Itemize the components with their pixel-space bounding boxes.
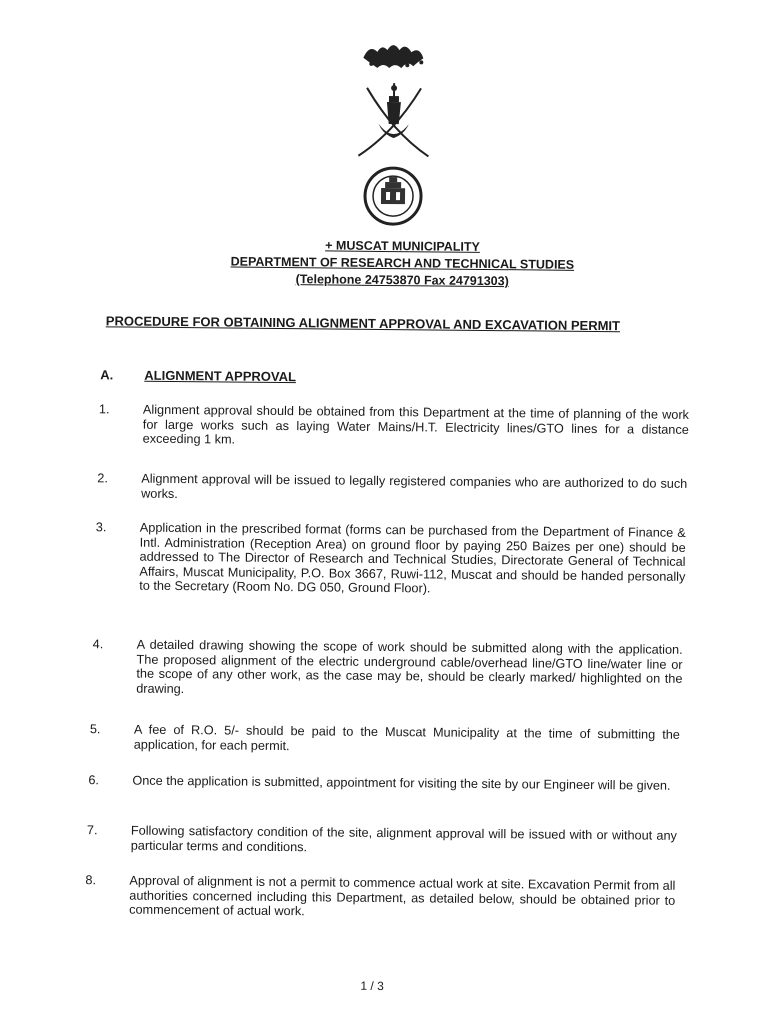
item-number: 6. xyxy=(88,773,100,788)
list-item xyxy=(92,637,683,702)
item-text: Once the application is submitted, appointment for visiting the site by our Engineer will be given. xyxy=(132,773,671,793)
muscat-municipality-emblem xyxy=(348,38,440,234)
item-text: Alignment approval should be obtained from this Department at the time of planning of the work for large works such as laying Water Mains/H.T. Electricity lines/GTO lines for a distance exceeding 1 km. xyxy=(142,402,690,447)
document-title: PROCEDURE FOR OBTAINING ALIGNMENT APPROVAL AND EXCAVATION PERMIT xyxy=(105,313,621,334)
list-item xyxy=(95,520,686,599)
item-number: 2. xyxy=(97,471,108,486)
item-text: Approval of alignment is not a permit to commence actual work at site. Excavation Permit from all authorities concerned including this Department, as detailed below, should be obtained prior to commencement of actual work. xyxy=(129,873,676,919)
item-text: A detailed drawing showing the scope of work should be submitted along with the application. The proposed alignment of the electric underground cable/overhead line/GTO line/water line or the scope of any other work, as the case may be, should be clearly marked/ highlighted on the drawing. xyxy=(136,637,683,696)
item-text: Alignment approval will be issued to legally registered companies who are authorized to do such works. xyxy=(141,471,688,501)
item-number: 3. xyxy=(95,520,107,535)
list-item xyxy=(85,873,676,923)
item-number: 4. xyxy=(92,637,104,652)
list-item xyxy=(86,823,677,858)
item-number: 7. xyxy=(86,823,98,838)
item-text: Application in the prescribed format (forms can be purchased from the Department of Finance & Intl. Administration (Reception Area) on ground floor by paying 250 Baizes per one) should be addressed to The Director of Research and Technical Studies, Directorate General of Technical Affairs, Muscat Municipality, P.O. Box 3667, Ruwi-112, Muscat and should be handed personally to the Secretary (Room No. DG 050, Ground Floor). xyxy=(139,520,686,596)
list-item xyxy=(97,471,688,506)
list-item xyxy=(88,773,678,794)
list-item xyxy=(89,722,680,757)
contact-line: (Telephone 24753870 Fax 24791303) xyxy=(295,272,509,289)
section-title: ALIGNMENT APPROVAL xyxy=(144,367,297,385)
item-number: 5. xyxy=(89,722,101,737)
org-name: + MUSCAT MUNICIPALITY xyxy=(325,238,480,254)
item-text: Following satisfactory condition of the site, alignment approval will be issued with or without any particular terms and conditions. xyxy=(130,823,677,854)
section-letter: A. xyxy=(100,367,114,383)
item-number: 8. xyxy=(85,873,97,888)
department-name: DEPARTMENT OF RESEARCH AND TECHNICAL STUDIES xyxy=(230,254,575,272)
item-number: 1. xyxy=(98,402,110,417)
list-item xyxy=(98,402,690,452)
page-number: 1 / 3 xyxy=(360,978,384,994)
item-text: A fee of R.O. 5/- should be paid to the Muscat Municipality at the time of submitting the application, for each permit. xyxy=(133,722,680,753)
